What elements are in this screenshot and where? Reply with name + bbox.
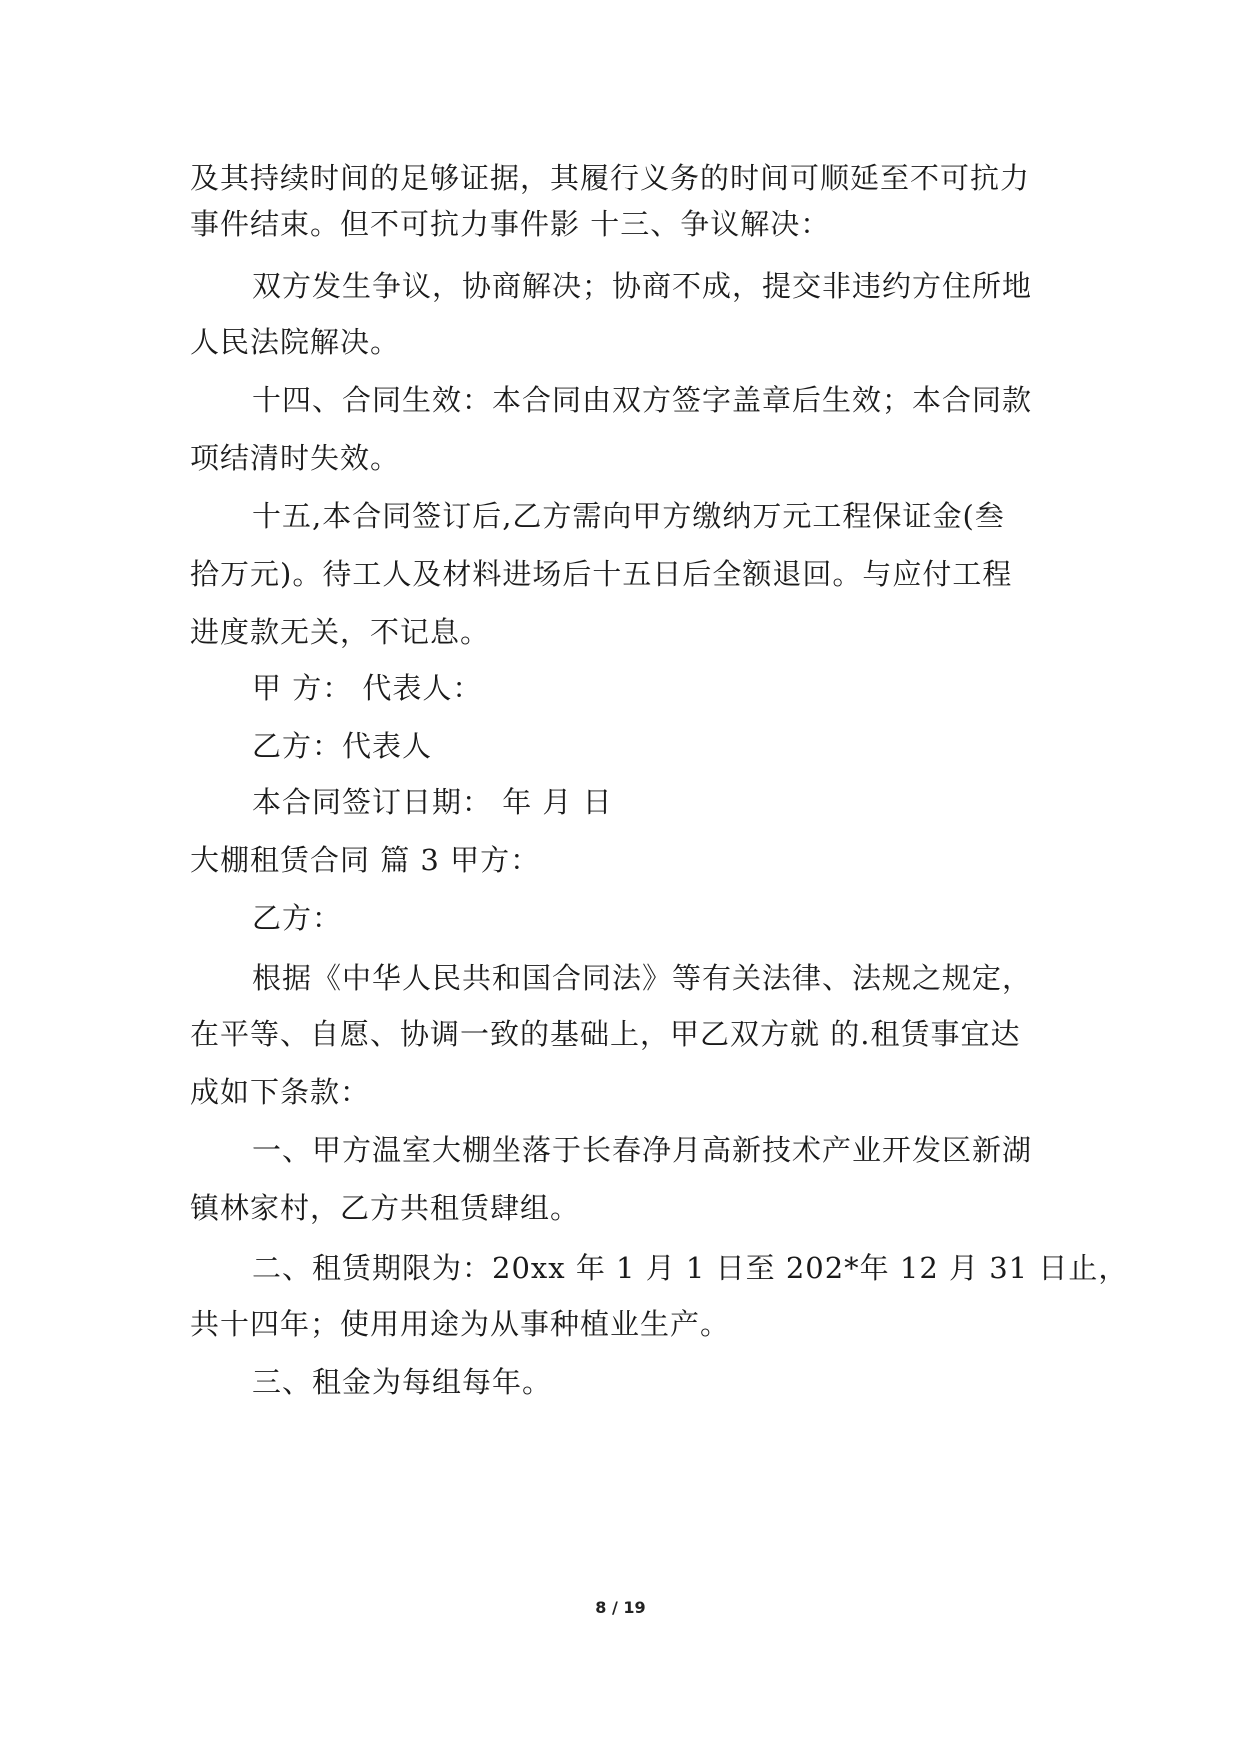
text-line: 根据《中华人民共和国合同法》等有关法律、法规之规定， bbox=[252, 961, 1033, 995]
signature-line-party-b: 乙方：代表人 bbox=[252, 729, 433, 763]
text-line: 三、租金为每组每年。 bbox=[252, 1365, 553, 1399]
text-line: 项结清时失效。 bbox=[190, 441, 401, 475]
signing-date-line: 本合同签订日期： 年 月 日 bbox=[252, 785, 613, 819]
text-line: 十四、合同生效：本合同由双方签字盖章后生效；本合同款 bbox=[252, 383, 1033, 417]
text-line: 镇林家村，乙方共租赁肆组。 bbox=[190, 1191, 581, 1225]
text-line: 乙方： bbox=[252, 901, 343, 935]
page-number: 8 / 19 bbox=[595, 1598, 646, 1617]
text-line: 拾万元)。待工人及材料进场后十五日后全额退回。与应付工程 bbox=[190, 557, 1013, 591]
text-line: 人民法院解决。 bbox=[190, 325, 401, 359]
text-line: 一、甲方温室大棚坐落于长春净月高新技术产业开发区新湖 bbox=[252, 1133, 1033, 1167]
signature-line-party-a: 甲 方： 代表人： bbox=[252, 671, 483, 705]
text-line: 成如下条款： bbox=[190, 1075, 371, 1109]
text-line: 进度款无关，不记息。 bbox=[190, 615, 491, 649]
text-line: 在平等、自愿、协调一致的基础上，甲乙双方就 的.租赁事宜达 bbox=[190, 1017, 1021, 1051]
text-line: 事件结束。但不可抗力事件影 十三、争议解决： bbox=[190, 207, 831, 241]
text-line: 二、租赁期限为：20xx 年 1 月 1 日至 202*年 12 月 31 日止， bbox=[252, 1251, 1129, 1285]
text-line: 双方发生争议，协商解决；协商不成，提交非违约方住所地 bbox=[252, 269, 1033, 303]
text-line: 十五,本合同签订后,乙方需向甲方缴纳万元工程保证金(叁 bbox=[252, 499, 1005, 533]
text-line: 及其持续时间的足够证据，其履行义务的时间可顺延至不可抗力 bbox=[190, 161, 1031, 195]
section-heading: 大棚租赁合同 篇 3 甲方： bbox=[190, 843, 541, 877]
text-line: 共十四年；使用用途为从事种植业生产。 bbox=[190, 1307, 731, 1341]
